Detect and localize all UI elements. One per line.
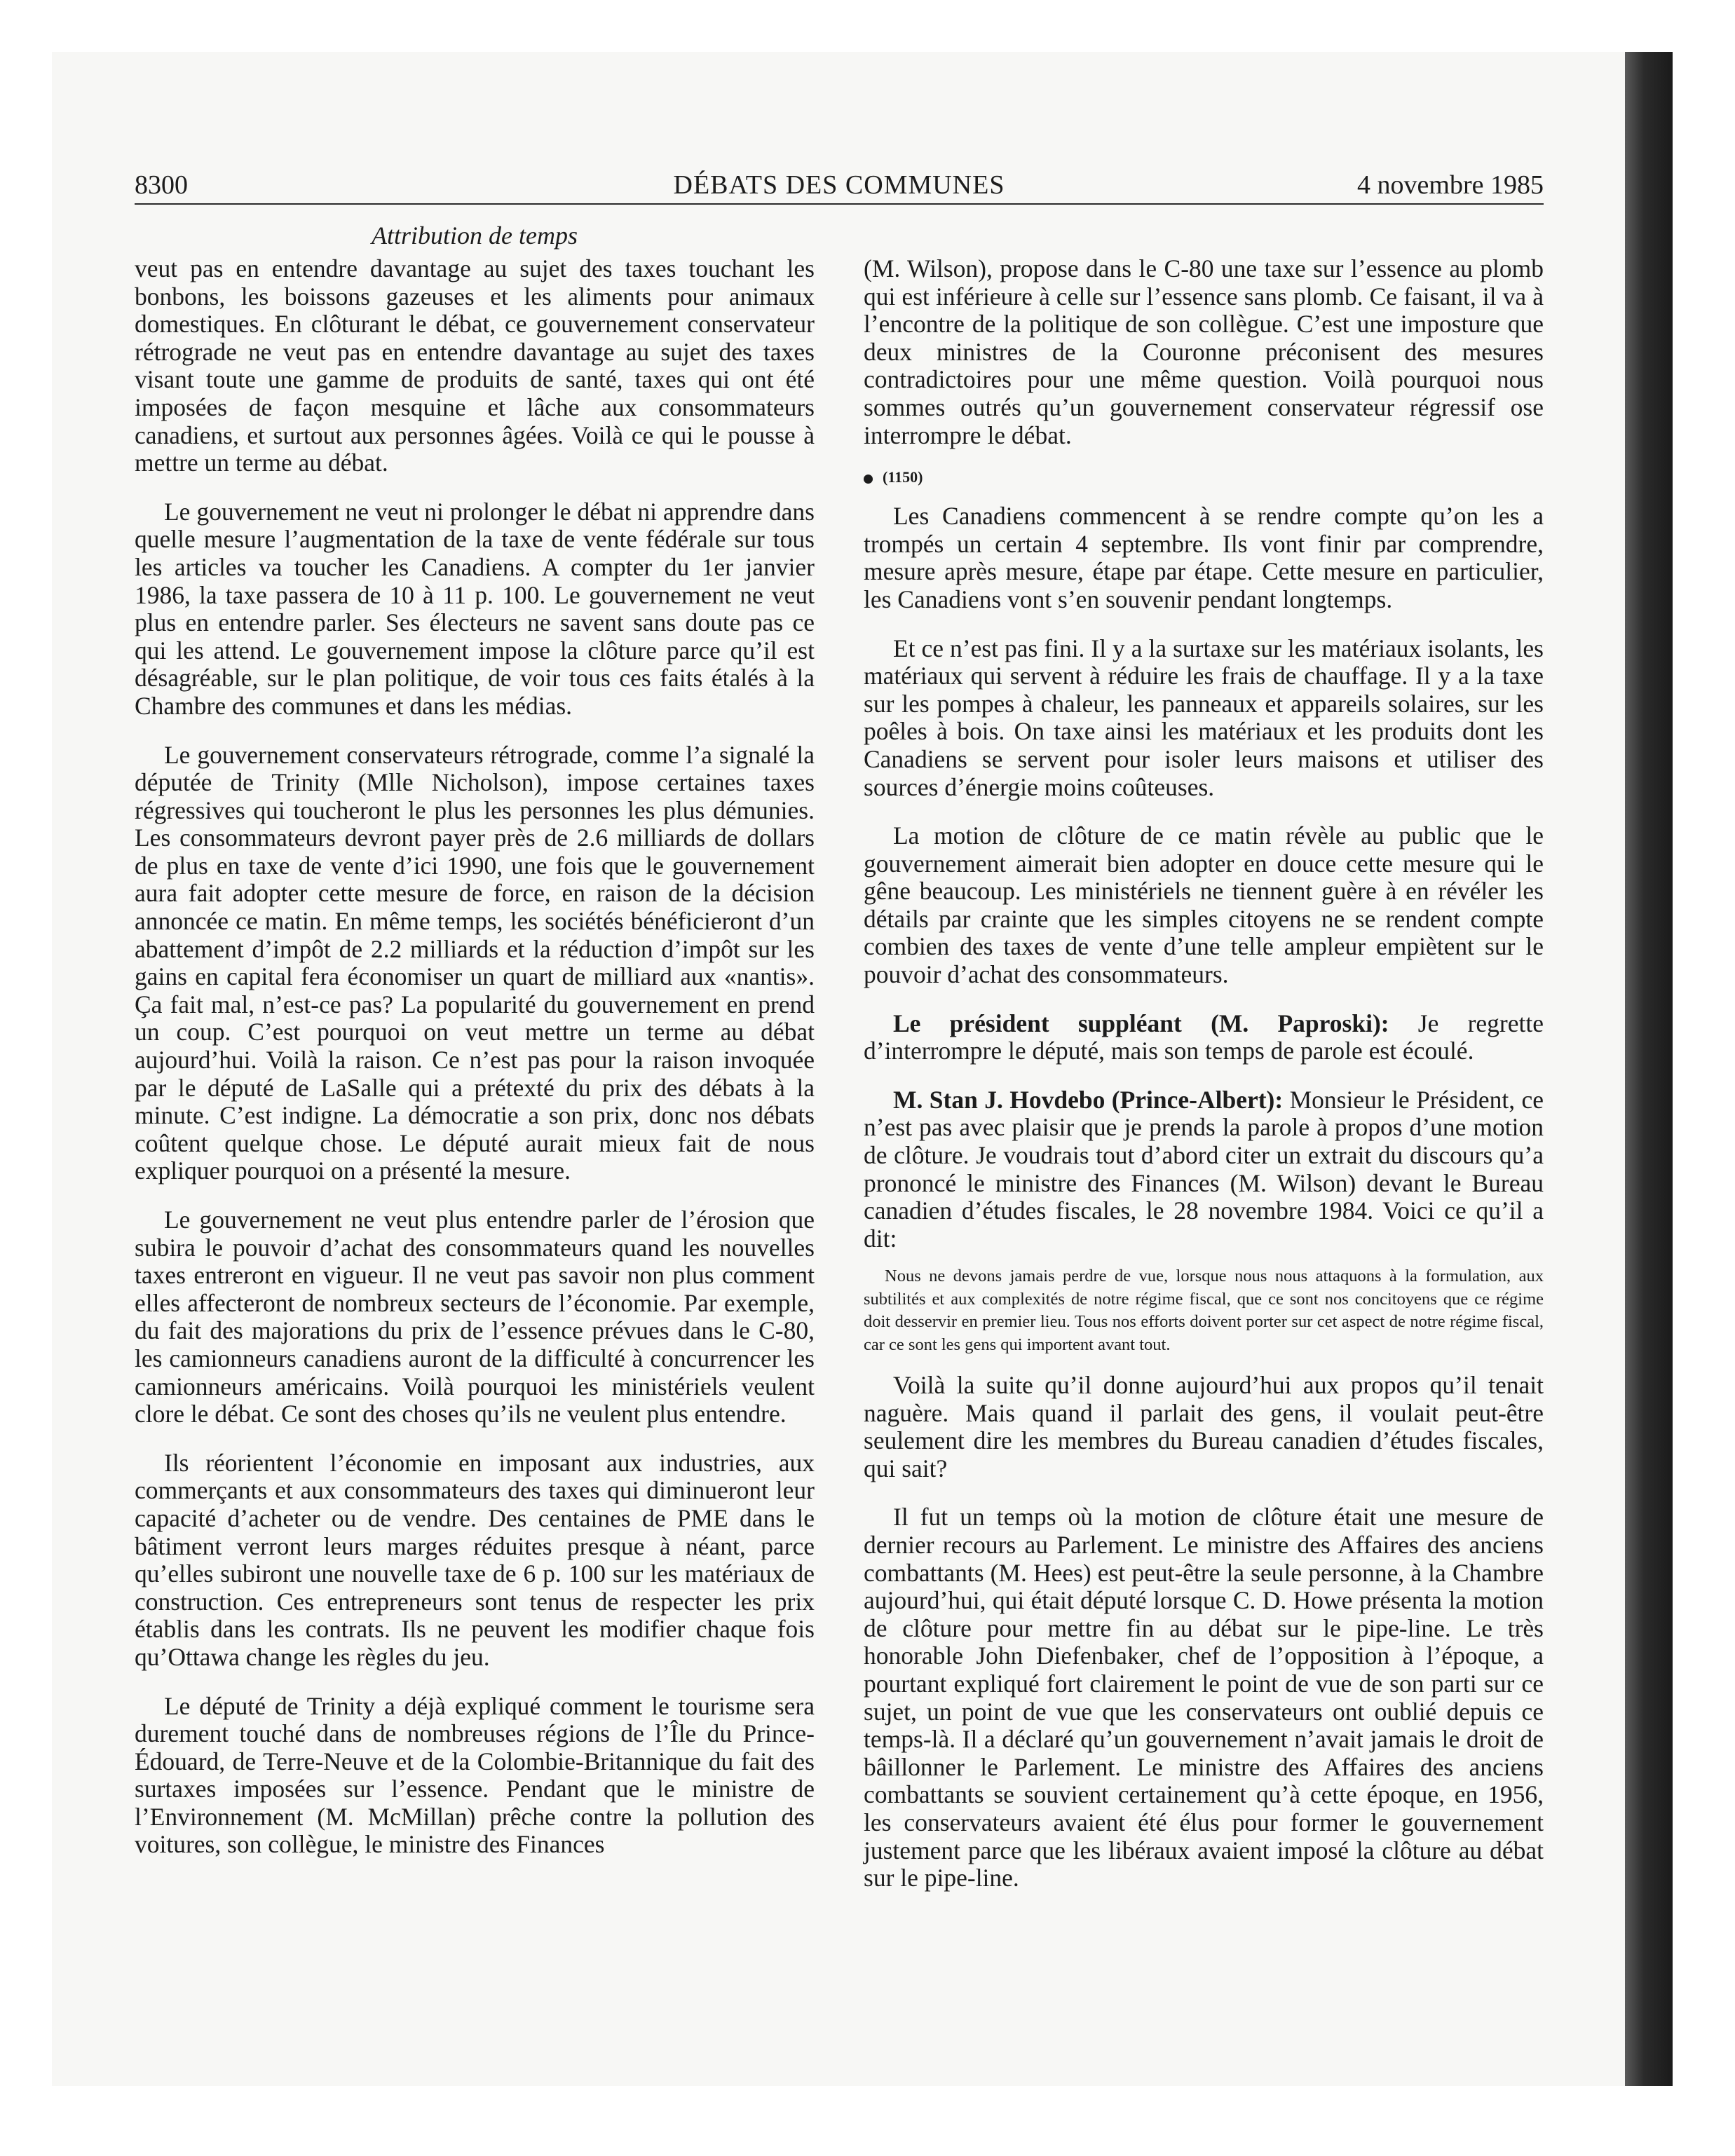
paragraph: Le gouvernement ne veut ni prolonger le débat ni apprendre dans quelle mesure l’augmentation de la taxe de vente fédérale sur tous les articles va toucher les Canadiens. A compter du 1er janvier 1986, la taxe passera de 10 à 11 p. 100. Le gouvernement ne veut plus en entendre parler. Ses électeurs ne savent sans doute pas ce qui les attend. Le gouvernement impose la clôture parce qu’il est désagréable, sur le plan politique, de voir tous ces faits étalés à la Chambre des communes et dans les médias. <box>135 497 815 720</box>
paragraph: Ils réorientent l’économie en imposant aux industries, aux commerçants et aux consommateurs des taxes qui diminueront leur capacité d’acheter ou de vendre. Des centaines de PME dans le bâtiment verront leurs marges réduites presque à néant, parce qu’elles subiront une nouvelle taxe de 6 p. 100 sur les matériaux de construction. Ces entrepreneurs sont tenus de respecter les prix établis dans les contrats. Ils ne peuvent les modifier chaque fois qu’Ottawa change les règles du jeu. <box>135 1448 815 1671</box>
right-column <box>864 255 1544 1913</box>
block-quote: Nous ne devons jamais perdre de vue, lorsque nous nous attaquons à la formulation, aux subtilités et aux complexités de notre régime fiscal, que ce sont nos concitoyens que ce régime doit desservir en premier lieu. Tous nos efforts doivent porter sur cet aspect de notre régime fiscal, car ce sont les gens qui importent avant tout. <box>864 1267 1544 1354</box>
left-column <box>135 255 815 1880</box>
paragraph: Voilà la suite qu’il donne aujourd’hui aux propos qu’il tenait naguère. Mais quand il parlait des gens, il voulait peut-être seulement dire les membres du Bureau canadien d’études fiscales, qui sait? <box>864 1371 1544 1482</box>
scan-edge-shadow <box>1625 52 1673 2086</box>
running-header <box>135 167 1544 205</box>
bullet-dot-icon <box>864 475 873 484</box>
speaker-name: M. Stan J. Hovdebo (Prince-Albert): <box>893 1085 1284 1114</box>
time-marker-text: (1150) <box>883 468 923 486</box>
speech-text: Monsieur le Président, ce n’est pas avec plaisir que je prends la parole à propos d’une motion de clôture. Je voudrais tout d’abord citer un extrait du discours qu’a prononcé le ministre des Finances (M. Wilson) devant le Bureau canadien d’études fiscales, le 28 novembre 1984. Voici ce qu’il a dit: <box>864 1085 1544 1253</box>
header-date: 4 novembre 1985 <box>1357 170 1544 200</box>
paragraph: Le député de Trinity a déjà expliqué comment le tourisme sera durement touché dans de nombreuses régions de l’Île du Prince-Édouard, de Terre-Neuve et de la Colombie-Britannique du fait des surtaxes imposées sur l’essence. Pendant que le ministre de l’Environnement (M. McMillan) prêche contre la pollution des voitures, son collègue, le ministre des Finances <box>135 1691 815 1859</box>
speaker-paragraph <box>864 1010 1544 1065</box>
paragraph: La motion de clôture de ce matin révèle au public que le gouvernement aimerait bien adopter en douce cette mesure qui le gêne beaucoup. Les ministériels ne tiennent guère à en révéler les détails par crainte que les simples citoyens ne se rendent compte combien des taxes de vente d’une telle ampleur empiètent sur le pouvoir d’achat des consommateurs. <box>864 821 1544 989</box>
paragraph: Et ce n’est pas fini. Il y a la surtaxe sur les matériaux isolants, les matériaux qui servent à réduire les frais de chauffage. Il y a la taxe sur les pompes à chaleur, les panneaux et appareils solaires, sur les poêles à bois. On taxe ainsi les matériaux et les produits dont les Canadiens se servent pour isoler leurs maisons et utiliser des sources d’énergie moins coûteuses. <box>864 634 1544 801</box>
paragraph: Il fut un temps où la motion de clôture était une mesure de dernier recours au Parlement. Le ministre des Affaires des anciens combattants (M. Hees) est peut-être la seule personne, à la Chambre aujourd’hui, qui était député lorsque C. D. Howe présenta la motion de clôture pour mettre fin au débat sur le pipe-line. Le très honorable John Diefenbaker, chef de l’opposition à l’époque, a pourtant expliqué fort clairement le point de vue de son parti sur ce sujet, un point de vue que les conservateurs ont oublié depuis ce temps-là. Il a déclaré qu’un gouvernement n’avait jamais le droit de bâillonner le Parlement. Le ministre des Affaires des anciens combattants se souvient certainement qu’à cette époque, en 1956, les conservateurs avaient été élus pour former le gouvernement justement parce que les libéraux avaient imposé la clôture au débat sur le pipe-line. <box>864 1503 1544 1892</box>
speech-text: Je regrette d’interrompre le député, mais son temps de parole est écoulé. <box>864 1009 1544 1065</box>
time-marker <box>864 462 1544 493</box>
page-number: 8300 <box>135 170 188 200</box>
paragraph: (M. Wilson), propose dans le C-80 une taxe sur l’essence au plomb qui est inférieure à celle sur l’essence sans plomb. Ce faisant, il va à l’encontre de la politique de son collègue. C’est une imposture que deux ministres de la Couronne préconisent des mesures contradictoires pour une même question. Voilà pourquoi nous sommes outrés qu’un gouvernement conservateur régressif ose interrompre le débat. <box>864 254 1544 449</box>
speaker-name: Le président suppléant (M. Paproski): <box>893 1009 1389 1037</box>
paragraph: Les Canadiens commencent à se rendre compte qu’on les a trompés un certain 4 septembre. Ils vont finir par comprendre, mesure après mesure, étape par étape. Cette mesure en particulier, les Canadiens vont s’en souvenir pendant longtemps. <box>864 502 1544 613</box>
journal-title: DÉBATS DES COMMUNES <box>673 170 1005 200</box>
paragraph: Le gouvernement conservateurs rétrograde, comme l’a signalé la députée de Trinity (Mlle Nicholson), impose certaines taxes régressives qui toucheront le plus les personnes les plus démunies. Les consommateurs devront payer près de 2.6 milliards de dollars de plus en taxe de vente d’ici 1990, une fois que le gouvernement aura fait adopter cette mesure de force, en raison de la décision annoncée ce matin. En même temps, les sociétés bénéficieront d’un abattement d’impôt de 2.2 milliards et la réduction d’impôt sur les gains en capital fera économiser un quart de milliard aux «nantis». Ça fait mal, n’est-ce pas? La popularité du gouvernement en prend un coup. C’est pourquoi on veut mettre un terme au débat aujourd’hui. Voilà la raison. Ce n’est pas pour la raison invoquée par le député de LaSalle qui a prétexté du prix des débats à la minute. C’est indigne. La démocratie a son prix, donc nos débats coûtent quelque chose. Le député aurait mieux fait de nous expliquer pourquoi on a présenté la mesure. <box>135 740 815 1185</box>
paragraph: Le gouvernement ne veut plus entendre parler de l’érosion que subira le pouvoir d’achat des consommateurs quand les nouvelles taxes entreront en vigueur. Il ne veut pas savoir non plus comment elles affecteront de nombreux secteurs de l’économie. Par exemple, du fait des majorations du prix de l’essence prévues dans le C-80, les camionneurs canadiens auront de la difficulté à concurrencer les camionneurs américains. Voilà pourquoi les ministériels veulent clore le débat. Ce sont des choses qu’ils ne veulent plus entendre. <box>135 1206 815 1428</box>
paragraph: veut pas en entendre davantage au sujet des taxes touchant les bonbons, les boissons gazeuses et les aliments pour animaux domestiques. En clôturant le débat, ce gouvernement conservateur rétrograde ne veut pas en entendre davantage au sujet des taxes visant toute une gamme de produits de santé, taxes qui ont été imposées de façon mesquine et lâche aux consommateurs canadiens, et surtout aux personnes âgées. Voilà ce qui le pousse à mettre un terme au débat. <box>135 254 815 477</box>
speaker-paragraph <box>864 1086 1544 1253</box>
section-title: Attribution de temps <box>372 221 578 250</box>
